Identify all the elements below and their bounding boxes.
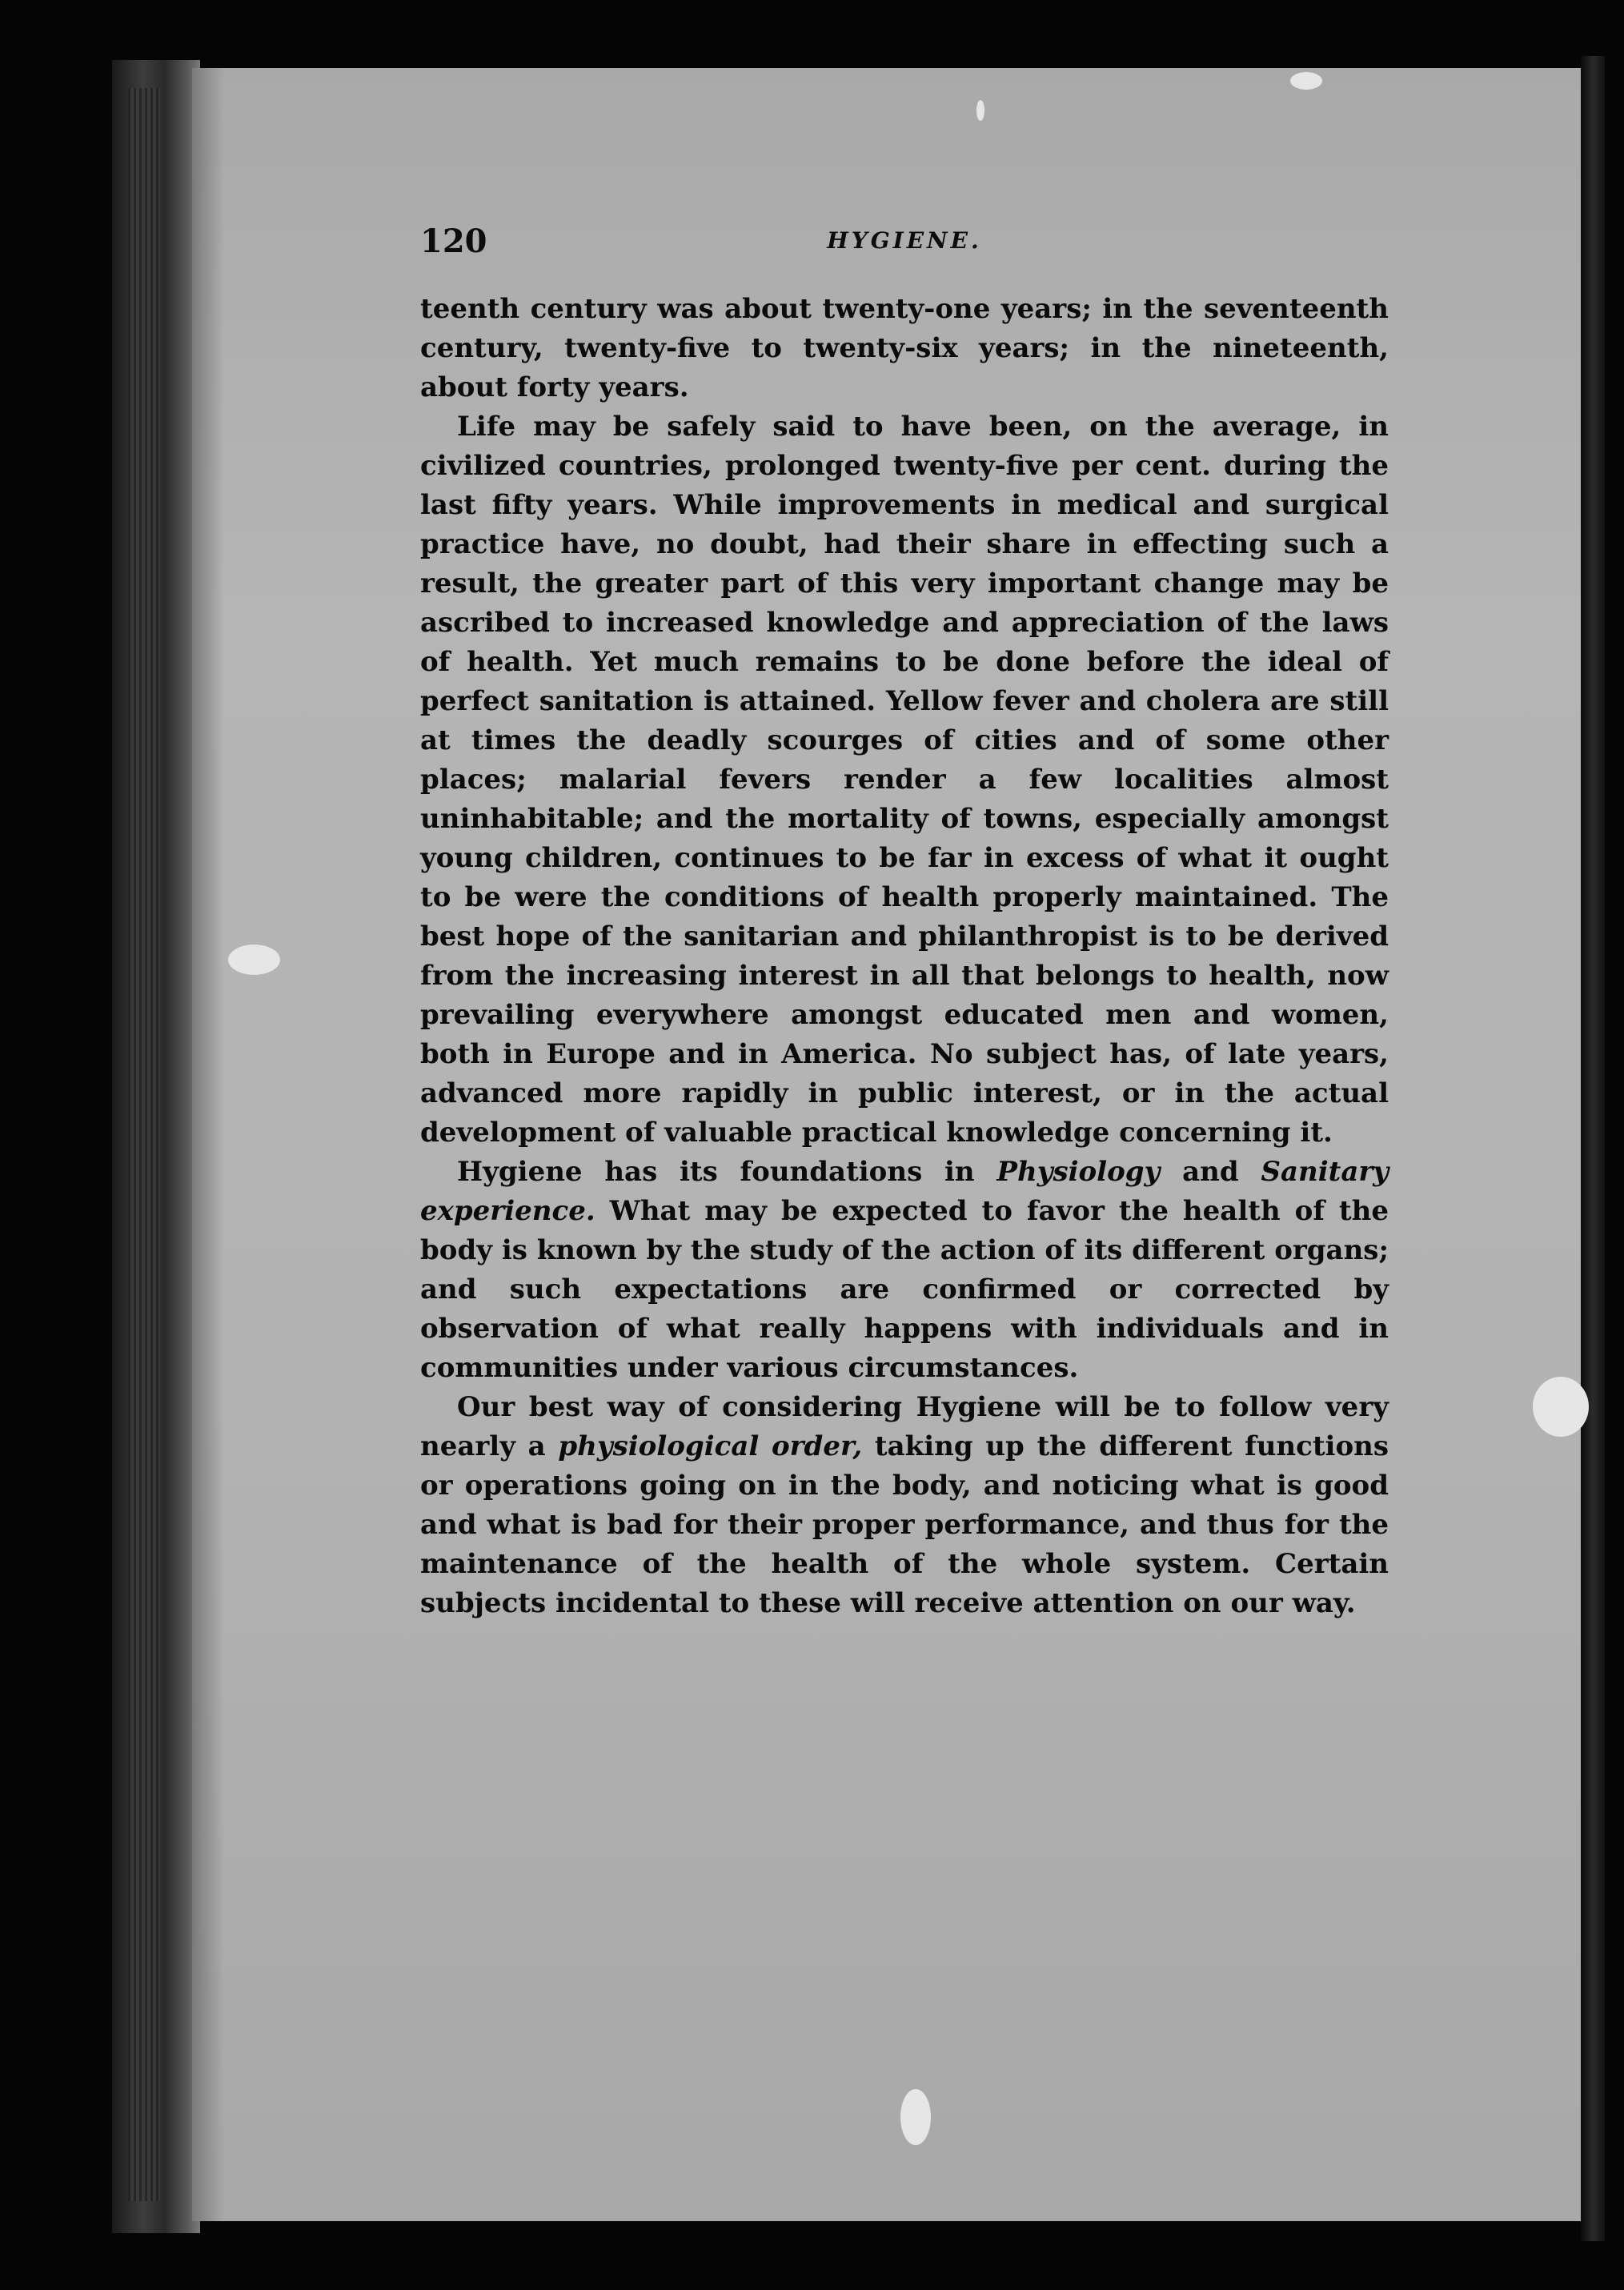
running-head: HYGIENE.	[827, 227, 982, 254]
scan-speck	[900, 2089, 931, 2145]
binding-cloth-texture	[128, 88, 160, 2201]
scan-speck	[976, 100, 984, 121]
text-run: and	[1160, 1156, 1261, 1188]
page-gutter-shadow	[192, 68, 224, 2221]
paragraph-hygiene-foundations	[420, 1153, 1389, 1388]
page-header	[420, 223, 1389, 271]
text-run: Hygiene has its foundations in	[457, 1156, 997, 1188]
scan-speck	[1290, 72, 1322, 90]
paragraph-physiological-order	[420, 1388, 1389, 1623]
scan-speck	[228, 944, 280, 975]
page-number: 120	[420, 223, 487, 260]
scan-speck	[1533, 1377, 1589, 1437]
text-run: What may be expected to favor the health of the body is known by the study of the action of its different organs; and such expectations are confirmed or corrected by observation of what really happens with individuals and in communities under various circumstances.	[420, 1195, 1389, 1384]
italic-term-physiological-order: physiological order,	[558, 1430, 863, 1462]
italic-term-sanitary-experience: Sanitary experience.	[420, 1156, 1389, 1227]
text-run: Our best way of considering Hygiene will be to follow very nearly a	[420, 1391, 1389, 1462]
page-right-edge	[1581, 56, 1605, 2241]
paragraph-life-prolonged: Life may be safely said to have been, on the average, in civilized countries, prolonged twenty-five per cent. during the last fifty years. While improvements in medical and surgical practice have, no doubt, had their share in effecting such a result, the greater part of this very important change may be ascribed to increased knowledge and appreciation of the laws of health. Yet much remains to be done before the ideal of perfect sanitation is attained. Yellow fever and cholera are still at times the deadly scourges of cities and of some other places; malarial fevers render a few localities almost uninhabitable; and the mortality of towns, especially amongst young children, continues to be far in excess of what it ought to be were the conditions of health properly maintained. The best hope of the sanitarian and philanthropist is to be derived from the increasing interest in all that belongs to health, now prevailing everywhere amongst educated men and women, both in Europe and in America. No subject has, of late years, advanced more rapidly in public interest, or in the actual development of valuable practical knowledge concerning it.	[420, 411, 1389, 1149]
body-text	[420, 290, 1389, 1623]
text-run: taking up the different functions or operations going on in the body, and noticing what is good and what is bad for their proper performance, and thus for the maintenance of the health of the whole system. Certain subjects incidental to these will receive attention on our way.	[420, 1430, 1389, 1619]
italic-term-physiology: Physiology	[996, 1156, 1161, 1188]
paragraph-continuation: teenth century was about twenty-one years; in the seventeenth century, twenty-five to twenty-six years; in the nineteenth, about forty years.	[420, 293, 1389, 403]
